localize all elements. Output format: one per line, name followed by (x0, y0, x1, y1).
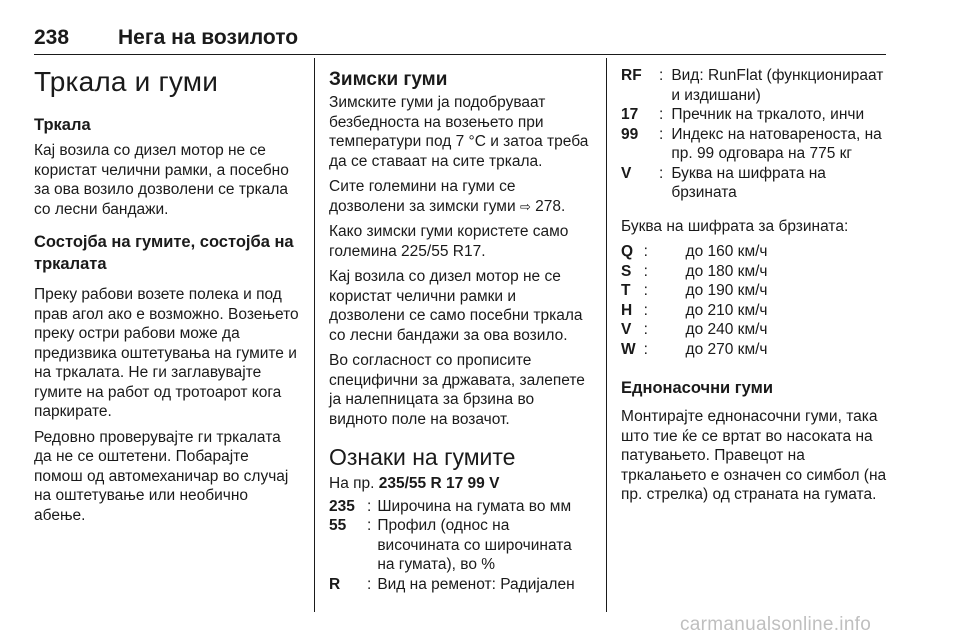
definition-separator: : (659, 164, 664, 182)
speed-value: до 190 км/ч (685, 282, 768, 299)
speed-value: до 240 км/ч (685, 321, 768, 338)
definition-text: Индекс на натовареноста, на пр. 99 одговара на 775 кг (671, 125, 882, 162)
page-number: 238 (34, 26, 70, 49)
definition-key: R (329, 575, 341, 593)
definition-separator: : (659, 125, 664, 143)
definition-row (329, 497, 592, 517)
definition-separator: : (659, 106, 664, 123)
wheels-paragraph: Кај возила со дизел мотор не се користат челични рамки, а посебно за ова возило дозволени се тркала со лесни бандажи. (34, 142, 289, 218)
speed-row (621, 242, 887, 262)
condition-paragraph-1: Преку рабови возете полека и под прав агол ако е возможно. Возењето преку остри рабови може да предизвика оштетувања на гумите и на тркалата. Не ги заглавувајте гумите на работ од тротоарот кога паркирате. (34, 286, 299, 420)
speed-letter: H (621, 301, 633, 319)
column-divider-2 (606, 58, 607, 612)
running-title: Нега на возилото (118, 26, 299, 49)
definition-text: Широчина на гумата во мм (377, 497, 572, 515)
arrow-reference-icon: ⇨ (519, 198, 531, 214)
speed-value: до 270 км/ч (685, 340, 768, 358)
definition-separator: : (367, 497, 372, 515)
winter-paragraph-4: Кај возила со дизел мотор не се користат челични рамки и дозволени се само посебни тркала со лесни бандажи за ова возило. (329, 268, 583, 344)
speed-separator: : (643, 340, 648, 358)
definition-row (621, 105, 887, 125)
definition-row (329, 575, 592, 595)
speed-separator: : (643, 301, 648, 319)
definition-key: 55 (329, 517, 347, 534)
speed-letter: W (621, 340, 636, 358)
speed-code-intro: Буква на шифрата за брзината: (621, 217, 849, 235)
speed-row (621, 301, 887, 321)
speed-letter: S (621, 262, 632, 280)
definition-separator: : (367, 575, 372, 593)
definition-text: Вид: RunFlat (функционираат и издишани) (671, 67, 884, 104)
definition-separator: : (367, 517, 372, 534)
speed-separator: : (643, 243, 648, 260)
section-heading-directional-tyres: Еднонасочни гуми (621, 379, 773, 397)
definition-key: V (621, 164, 632, 182)
definition-text: Профил (однос на височината со широчината на гумата), во % (377, 517, 572, 573)
definition-text: Пречник на тркалото, инчи (671, 106, 865, 123)
directional-paragraph: Монтирајте еднонасочни гуми, така што тие ќе се вртат во насоката на патувањето. Правецот на тркалањето е означен со симбол (на пр. стрелка) од страната на гумата. (621, 408, 887, 503)
definition-key: 17 (621, 106, 639, 123)
column-2 (329, 56, 592, 594)
definition-key: 235 (329, 497, 355, 515)
speed-row (621, 320, 887, 340)
speed-letter: V (621, 321, 632, 338)
definition-text: Вид на ременот: Радијален (377, 575, 575, 593)
column-divider-1 (314, 58, 315, 612)
definition-key: 99 (621, 125, 639, 143)
speed-separator: : (643, 282, 648, 299)
definition-separator: : (659, 67, 664, 84)
definition-row (329, 516, 592, 575)
winter-paragraph-2 (329, 177, 592, 216)
speed-value: до 210 км/ч (685, 301, 768, 319)
speed-letter: T (621, 282, 631, 299)
column-3 (621, 56, 887, 505)
example-line (329, 474, 592, 494)
chapter-title: Тркала и гуми (34, 66, 219, 97)
speed-separator: : (643, 321, 648, 338)
example-code: 235/55 R 17 99 V (378, 475, 500, 492)
page-reference[interactable]: 278. (535, 197, 566, 215)
watermark: carmanualsonline.info (680, 614, 872, 635)
definition-row (621, 164, 887, 203)
winter-paragraph-5: Во согласност со прописите специфични за државата, залепете ја налепницата за брзина во видното поле на возачот. (329, 352, 585, 428)
tyre-code-definitions (329, 497, 592, 595)
example-prefix: На пр. (329, 475, 375, 492)
speed-value: до 160 км/ч (685, 243, 768, 260)
section-heading-winter-tyres: Зимски гуми (329, 69, 448, 90)
page-header (34, 22, 886, 50)
winter-paragraph-2-text: Сите големини на гуми се дозволени за зимски гуми (329, 178, 516, 215)
header-rule (34, 54, 886, 55)
winter-paragraph-3: Како зимски гуми користете само големина 225/55 R17. (329, 223, 569, 260)
section-heading-condition: Состојба на гумите, состојба на тркалата (34, 233, 294, 273)
definition-text: Буква на шифрата на брзината (671, 164, 826, 201)
tyre-code-definitions-continued (621, 66, 887, 203)
speed-row (621, 262, 887, 282)
column-1 (34, 56, 300, 525)
winter-paragraph-1: Зимските гуми ја подобруваат безбедноста на возењето при температури под 7 °C и затоа треба да се ставаат на сите тркала. (329, 94, 589, 170)
definition-row (621, 125, 887, 164)
section-heading-wheels: Тркала (34, 116, 91, 134)
section-heading-tyre-markings: Ознаки на гумите (329, 444, 516, 470)
definition-row (621, 66, 887, 105)
definition-key: RF (621, 67, 642, 84)
speed-code-table (621, 242, 887, 359)
speed-row (621, 340, 887, 360)
speed-row (621, 281, 887, 301)
condition-paragraph-2: Редовно проверувајте ги тркалата да не се оштетени. Побарајте помош од автомеханичар во случај на оштетување или необично абење. (34, 428, 289, 524)
speed-value: до 180 км/ч (685, 262, 768, 280)
speed-separator: : (643, 262, 648, 280)
speed-letter: Q (621, 243, 634, 260)
